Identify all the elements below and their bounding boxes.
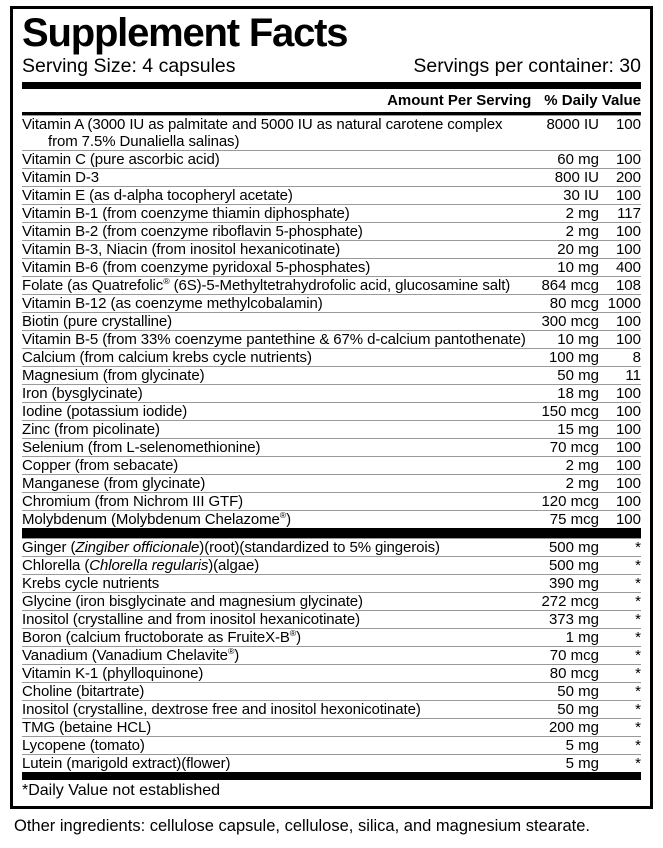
nutrient-name: Chromium (from Nichrom III GTF) — [22, 493, 244, 510]
nutrient-row — [22, 718, 641, 736]
nutrient-daily-value: 8 — [632, 349, 641, 366]
nutrient-daily-value: * — [635, 701, 641, 718]
nutrient-name: Inositol (crystalline and from inositol hexanicotinate) — [22, 611, 360, 628]
nutrient-row — [22, 168, 641, 186]
nutrient-row — [22, 276, 641, 294]
nutrient-daily-value: 100 — [615, 313, 641, 330]
nutrient-name: Vitamin B-2 (from coenzyme riboflavin 5-phosphate) — [22, 223, 363, 240]
nutrient-amount: 50 mg — [557, 683, 599, 700]
nutrient-daily-value: * — [635, 647, 641, 664]
nutrient-name: Selenium (from L-selenomethionine) — [22, 439, 261, 456]
nutrient-amount: 373 mg — [548, 611, 599, 628]
nutrient-name: Ginger (Zingiber officionale)(root)(standardized to 5% gingerois) — [22, 539, 440, 556]
nutrient-daily-value: * — [635, 737, 641, 754]
nutrient-amount: 5 mg — [565, 737, 599, 754]
nutrient-row — [22, 294, 641, 312]
nutrient-row — [22, 186, 641, 204]
nutrient-amount: 150 mcg — [541, 403, 599, 420]
nutrient-daily-value: 1000 — [607, 295, 641, 312]
nutrient-name: Molybdenum (Molybdenum Chelazome®) — [22, 510, 291, 528]
nutrient-daily-value: 100 — [615, 331, 641, 348]
nutrient-row — [22, 115, 641, 150]
nutrient-row — [22, 150, 641, 168]
nutrient-amount: 18 mg — [557, 385, 599, 402]
nutrient-amount: 100 mg — [548, 349, 599, 366]
nutrient-daily-value: 117 — [617, 205, 641, 222]
nutrient-daily-value: * — [635, 755, 641, 772]
serving-info-row — [22, 55, 641, 82]
nutrient-name: Inositol (crystalline, dextrose free and inositol hexonicotinate) — [22, 701, 421, 718]
nutrient-name: Boron (calcium fructoborate as FruiteX-B®) — [22, 628, 301, 646]
nutrient-daily-value: 200 — [615, 169, 641, 186]
nutrient-daily-value: 100 — [615, 439, 641, 456]
nutrient-daily-value: 100 — [615, 493, 641, 510]
nutrient-name: Folate (as Quatrefolic® (6S)-5-Methyltetrahydrofolic acid, glucosamine salt) — [22, 276, 511, 294]
nutrient-amount: 2 mg — [565, 457, 599, 474]
nutrient-daily-value: 100 — [615, 385, 641, 402]
nutrient-daily-value: 100 — [615, 475, 641, 492]
nutrient-row — [22, 628, 641, 646]
serving-size-text: Serving Size: 4 capsules — [22, 55, 236, 77]
nutrient-daily-value: * — [635, 575, 641, 592]
nutrient-daily-value: 100 — [615, 116, 641, 133]
supplement-facts-panel — [10, 6, 653, 809]
nutrient-amount: 300 mcg — [541, 313, 599, 330]
nutrient-name: Lutein (marigold extract)(flower) — [22, 755, 231, 772]
nutrient-daily-value: * — [635, 719, 641, 736]
nutrient-daily-value: 100 — [615, 403, 641, 420]
nutrient-row — [22, 700, 641, 718]
nutrient-name: Vanadium (Vanadium Chelavite®) — [22, 646, 240, 664]
column-header-row — [22, 89, 641, 115]
nutrient-amount: 30 IU — [563, 187, 599, 204]
nutrient-name: Chlorella (Chlorella regularis)(algae) — [22, 557, 260, 574]
nutrient-row — [22, 438, 641, 456]
separator-bar-top — [22, 82, 641, 89]
nutrient-name: Vitamin B-6 (from coenzyme pyridoxal 5-phosphates) — [22, 259, 371, 276]
nutrient-name: Vitamin C (pure ascorbic acid) — [22, 151, 220, 168]
nutrient-row — [22, 420, 641, 438]
nutrient-table-botanicals-other — [22, 538, 641, 772]
separator-bar-middle — [22, 528, 641, 538]
nutrient-name: Iron (bysglycinate) — [22, 385, 143, 402]
nutrient-amount: 864 mcg — [541, 277, 599, 294]
nutrient-row — [22, 592, 641, 610]
nutrient-amount: 70 mcg — [549, 439, 599, 456]
nutrient-name: TMG (betaine HCL) — [22, 719, 152, 736]
nutrient-row — [22, 754, 641, 772]
nutrient-daily-value: 100 — [615, 511, 641, 528]
amount-per-serving-header: Amount Per Serving — [387, 92, 532, 109]
nutrient-name: Glycine (iron bisglycinate and magnesium glycinate) — [22, 593, 363, 610]
nutrient-amount: 800 IU — [554, 169, 599, 186]
nutrient-amount: 5 mg — [565, 755, 599, 772]
nutrient-row — [22, 348, 641, 366]
other-ingredients-text: Other ingredients: cellulose capsule, cellulose, silica, and magnesium stearate. — [14, 817, 590, 835]
nutrient-name: Calcium (from calcium krebs cycle nutrients) — [22, 349, 312, 366]
nutrient-daily-value: * — [635, 557, 641, 574]
nutrient-name: Zinc (from picolinate) — [22, 421, 160, 438]
nutrient-daily-value: 100 — [615, 223, 641, 240]
nutrient-amount: 8000 IU — [546, 116, 599, 133]
nutrient-table-vitamins-minerals — [22, 115, 641, 528]
nutrient-row — [22, 402, 641, 420]
daily-value-footnote: *Daily Value not established — [22, 782, 221, 799]
percent-daily-value-header: % Daily Value — [544, 92, 641, 109]
nutrient-name: Vitamin B-12 (as coenzyme methylcobalamin) — [22, 295, 323, 312]
nutrient-row — [22, 222, 641, 240]
nutrient-row — [22, 258, 641, 276]
nutrient-row — [22, 366, 641, 384]
nutrient-amount: 2 mg — [565, 475, 599, 492]
nutrient-name: Vitamin K-1 (phylloquinone) — [22, 665, 204, 682]
nutrient-daily-value: * — [635, 665, 641, 682]
nutrient-daily-value: 100 — [615, 421, 641, 438]
nutrient-name: Vitamin B-3, Niacin (from inositol hexanicotinate) — [22, 241, 341, 258]
nutrient-amount: 500 mg — [548, 557, 599, 574]
nutrient-daily-value: * — [635, 683, 641, 700]
nutrient-daily-value: 100 — [615, 151, 641, 168]
nutrient-row — [22, 384, 641, 402]
nutrient-daily-value: * — [635, 593, 641, 610]
nutrient-row — [22, 646, 641, 664]
nutrient-amount: 80 mcg — [549, 665, 599, 682]
nutrient-amount: 80 mcg — [549, 295, 599, 312]
nutrient-row — [22, 456, 641, 474]
nutrient-daily-value: 100 — [615, 187, 641, 204]
nutrient-name: Iodine (potassium iodide) — [22, 403, 188, 420]
nutrient-row — [22, 330, 641, 348]
nutrient-amount: 10 mg — [557, 331, 599, 348]
nutrient-name: Vitamin E (as d-alpha tocopheryl acetate) — [22, 187, 293, 204]
nutrient-row — [22, 510, 641, 528]
nutrient-row — [22, 492, 641, 510]
nutrient-amount: 50 mg — [557, 367, 599, 384]
nutrient-row — [22, 574, 641, 592]
nutrient-daily-value: 108 — [615, 277, 641, 294]
nutrient-amount: 75 mcg — [549, 511, 599, 528]
nutrient-name: Krebs cycle nutrients — [22, 575, 160, 592]
nutrient-amount: 70 mcg — [549, 647, 599, 664]
nutrient-amount: 1 mg — [565, 629, 599, 646]
nutrient-name: Lycopene (tomato) — [22, 737, 145, 754]
nutrient-name: Biotin (pure crystalline) — [22, 313, 173, 330]
nutrient-row — [22, 736, 641, 754]
nutrient-amount: 120 mcg — [541, 493, 599, 510]
nutrient-amount: 50 mg — [557, 701, 599, 718]
nutrient-row — [22, 538, 641, 556]
nutrient-amount: 60 mg — [557, 151, 599, 168]
nutrient-amount: 390 mg — [548, 575, 599, 592]
nutrient-amount: 10 mg — [557, 259, 599, 276]
nutrient-daily-value: 11 — [625, 367, 641, 384]
nutrient-row — [22, 240, 641, 258]
nutrient-name: Vitamin A (3000 IU as palmitate and 5000 IU as natural carotene complex from 7.5% Dunaliella salinas) — [22, 116, 503, 150]
nutrient-daily-value: 100 — [615, 457, 641, 474]
servings-per-container-text: Servings per container: 30 — [413, 55, 641, 77]
nutrient-amount: 2 mg — [565, 205, 599, 222]
nutrient-row — [22, 664, 641, 682]
nutrient-daily-value: * — [635, 629, 641, 646]
nutrient-name: Vitamin D-3 — [22, 169, 99, 186]
nutrient-amount: 20 mg — [557, 241, 599, 258]
nutrient-row — [22, 474, 641, 492]
nutrient-amount: 200 mg — [548, 719, 599, 736]
nutrient-name: Vitamin B-5 (from 33% coenzyme pantethine & 67% d-calcium pantothenate) — [22, 331, 526, 348]
nutrient-row — [22, 610, 641, 628]
nutrient-amount: 15 mg — [557, 421, 599, 438]
nutrient-amount: 272 mcg — [541, 593, 599, 610]
nutrient-amount: 2 mg — [565, 223, 599, 240]
nutrient-daily-value: * — [635, 611, 641, 628]
nutrient-name: Copper (from sebacate) — [22, 457, 179, 474]
nutrient-row — [22, 204, 641, 222]
nutrient-daily-value: 100 — [615, 241, 641, 258]
nutrient-row — [22, 556, 641, 574]
nutrient-name: Vitamin B-1 (from coenzyme thiamin diphosphate) — [22, 205, 350, 222]
nutrient-name: Choline (bitartrate) — [22, 683, 145, 700]
nutrient-daily-value: * — [635, 539, 641, 556]
nutrient-amount: 500 mg — [548, 539, 599, 556]
panel-title: Supplement Facts — [22, 11, 348, 55]
nutrient-row — [22, 682, 641, 700]
nutrient-name: Manganese (from glycinate) — [22, 475, 206, 492]
separator-bar-bottom — [22, 772, 641, 780]
nutrient-row — [22, 312, 641, 330]
nutrient-name: Magnesium (from glycinate) — [22, 367, 205, 384]
nutrient-daily-value: 400 — [615, 259, 641, 276]
